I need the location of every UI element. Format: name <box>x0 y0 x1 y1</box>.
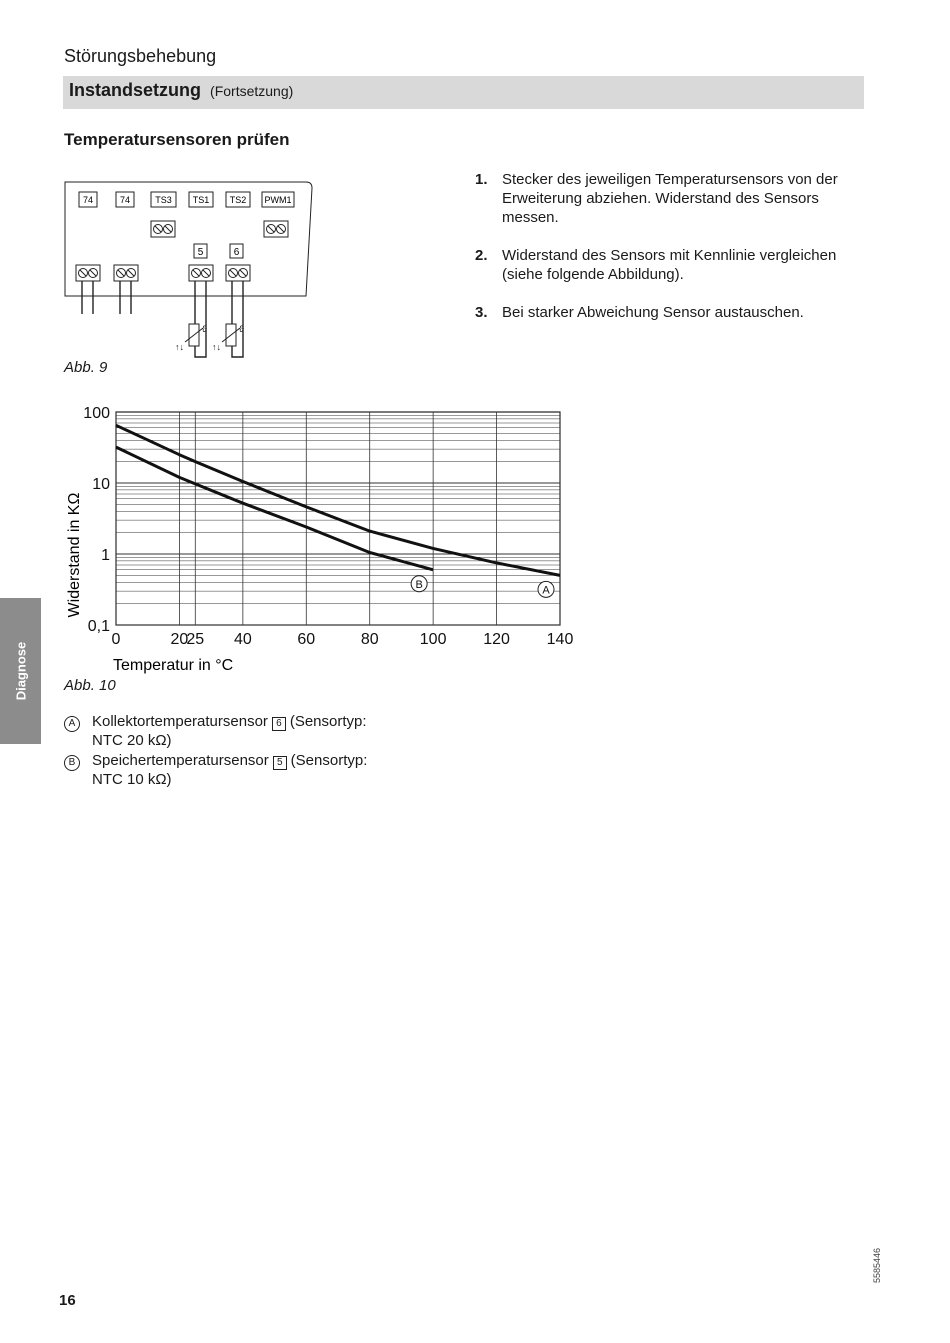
page-title-suffix: (Fortsetzung) <box>210 83 294 99</box>
terminal-label: TS1 <box>192 195 210 205</box>
side-tab-label: Diagnose <box>13 641 28 701</box>
y-tick-label: 10 <box>92 476 110 493</box>
y-tick-label: 1 <box>101 547 110 564</box>
svg-text:↑↓: ↑↓ <box>212 342 221 352</box>
subheading: Temperatursensoren prüfen <box>64 130 290 149</box>
wiring-diagram <box>60 172 320 362</box>
curve-label: B <box>415 578 423 591</box>
svg-text:↑↓: ↑↓ <box>175 342 184 352</box>
step-number: 1. <box>475 171 488 188</box>
y-tick-label: 100 <box>83 405 110 422</box>
step-item <box>475 303 875 322</box>
sensor-number: 6 <box>233 247 240 258</box>
y-axis-label: Widerstand in KΩ <box>66 492 83 618</box>
legend-suffix: (Sensortyp: <box>290 752 368 769</box>
x-tick-labels <box>112 631 574 648</box>
x-tick-label: 120 <box>483 631 510 648</box>
title-bar <box>63 76 864 109</box>
legend-suffix: (Sensortyp: <box>289 713 367 730</box>
legend-item <box>64 751 404 789</box>
legend-sensor-type: NTC 10 kΩ) <box>92 771 172 788</box>
x-tick-label: 100 <box>419 631 447 648</box>
document-code: 5585446 <box>872 1247 882 1283</box>
step-text: Widerstand des Sensors mit Kennlinie vergleichen (siehe folgende Abbildung). <box>502 247 837 283</box>
terminal-label: 74 <box>82 195 94 205</box>
step-text: Stecker des jeweiligen Temperatursensors von der Erweiterung abziehen. Widerstand des Sensors messen. <box>502 171 838 226</box>
x-tick-label: 20 <box>170 631 189 648</box>
x-tick-label: 60 <box>297 631 316 648</box>
page-title <box>69 80 293 101</box>
legend-item <box>64 712 404 750</box>
x-tick-label: 25 <box>186 631 205 648</box>
legend-sensor-type: NTC 20 kΩ) <box>92 732 172 749</box>
step-item <box>475 246 875 284</box>
legend-text: Kollektortemperatursensor <box>92 713 268 730</box>
page-number: 16 <box>59 1292 76 1309</box>
curve-b <box>116 447 433 570</box>
terminal-label: TS2 <box>229 195 247 205</box>
terminal-label: 74 <box>119 195 131 205</box>
x-tick-label: 0 <box>111 631 121 648</box>
x-tick-label: 140 <box>546 631 574 648</box>
steps-list <box>475 170 875 341</box>
side-tab <box>0 598 41 744</box>
legend-text: Speichertemperatursensor <box>92 752 269 769</box>
curve-a <box>116 425 560 575</box>
page-title-text: Instandsetzung <box>69 80 202 100</box>
x-axis-label: Temperatur in °C <box>113 657 234 674</box>
step-item <box>475 170 875 227</box>
step-number: 2. <box>475 247 488 264</box>
sensor-number: 5 <box>197 247 204 258</box>
figure-10-caption: Abb. 10 <box>64 677 116 694</box>
sensor-box-number: 5 <box>273 756 287 770</box>
y-tick-labels <box>83 405 110 635</box>
svg-text:ϑ: ϑ <box>239 324 244 334</box>
y-tick-label: 0,1 <box>87 618 110 635</box>
curve-label: A <box>542 584 550 597</box>
step-number: 3. <box>475 304 488 321</box>
legend-key-b: B <box>64 755 80 771</box>
x-tick-label: 80 <box>360 631 379 648</box>
terminal-label: PWM1 <box>264 195 292 205</box>
resistance-chart <box>55 395 595 680</box>
terminal-label: TS3 <box>155 195 172 205</box>
step-text: Bei starker Abweichung Sensor austauschen. <box>502 304 804 321</box>
chart-legend <box>64 712 404 790</box>
figure-9-caption: Abb. 9 <box>64 359 108 376</box>
svg-text:ϑ: ϑ <box>202 324 207 334</box>
x-tick-label: 40 <box>233 631 252 648</box>
legend-key-a: A <box>64 716 80 732</box>
sensor-box-number: 6 <box>272 717 286 731</box>
section-title: Störungsbehebung <box>64 46 217 66</box>
